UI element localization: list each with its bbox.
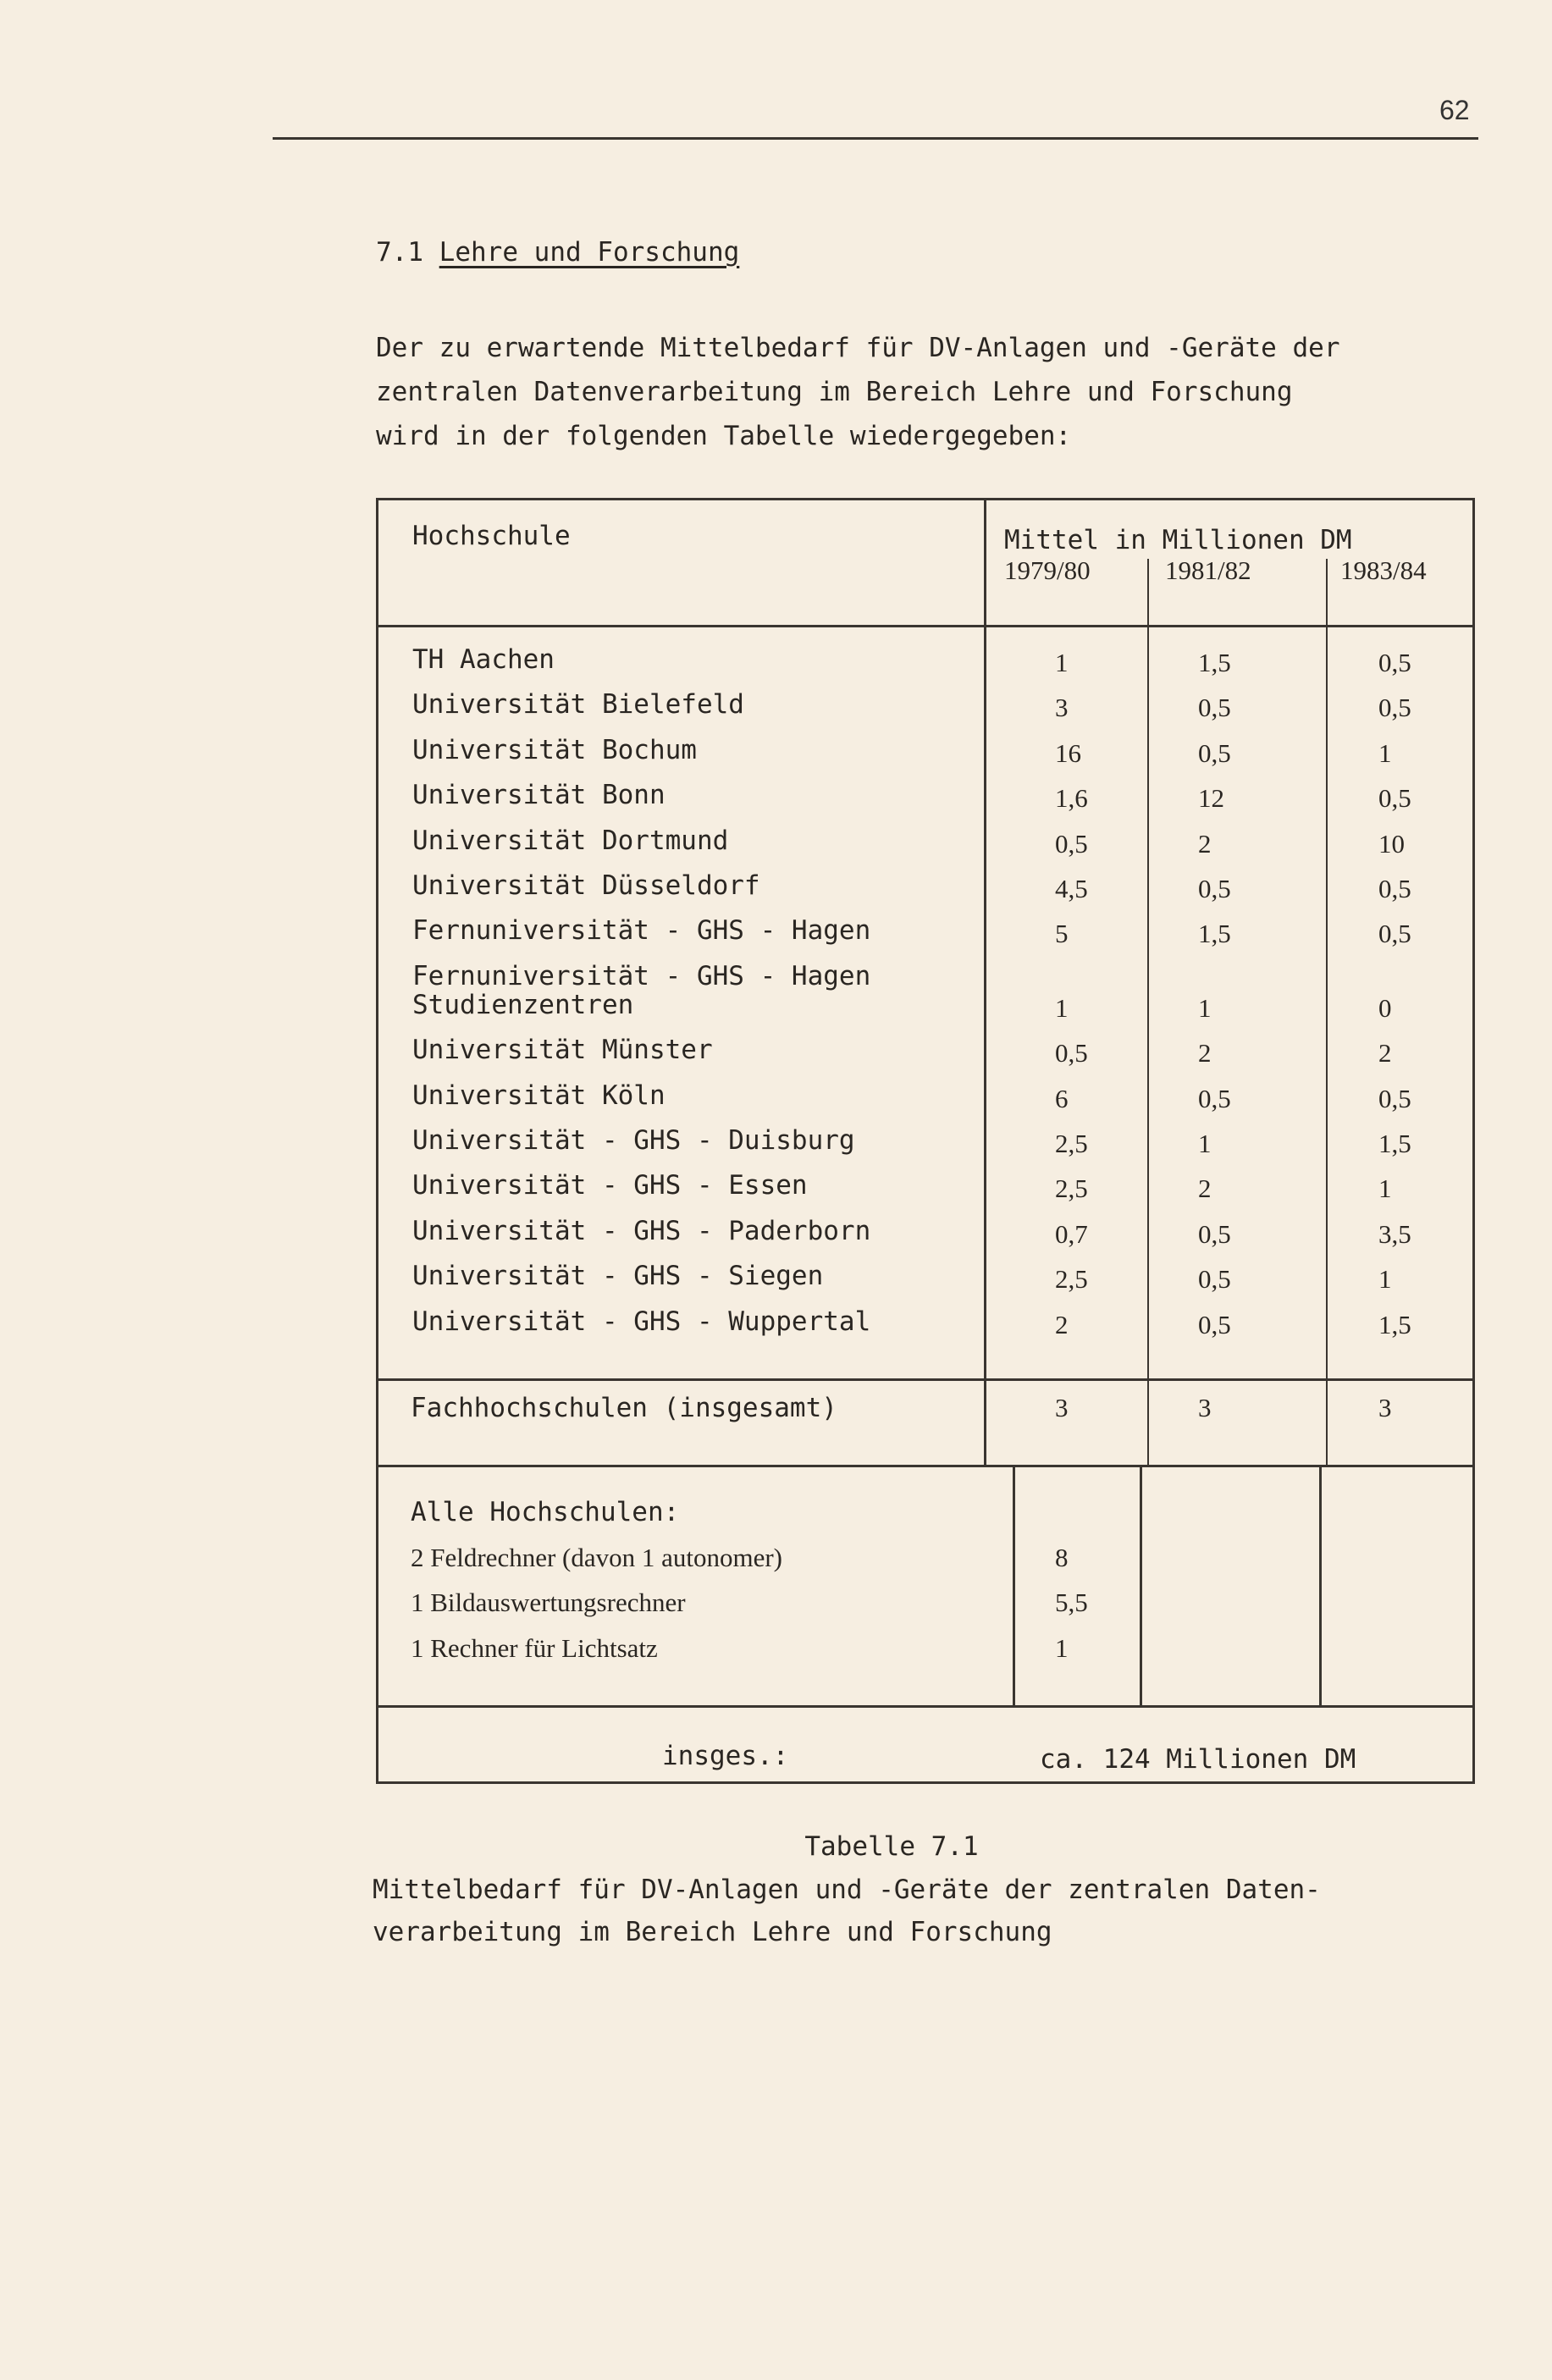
table-cell-value: 10 — [1378, 828, 1405, 859]
caption-line: verarbeitung im Bereich Lehre und Forschung — [373, 1917, 1052, 1947]
table-rule — [376, 498, 378, 1784]
header-hochschule: Hochschule — [412, 521, 571, 551]
header-rule — [273, 137, 1478, 140]
table-row-name: TH Aachen — [412, 644, 555, 675]
table-row-name: Universität Düsseldorf — [412, 870, 760, 901]
table-row-name: Universität Münster — [412, 1035, 713, 1066]
table-cell-value: 0,5 — [1378, 1083, 1411, 1113]
alle-item-1-label: 2 Feldrechner (davon 1 autonomer) — [411, 1543, 783, 1572]
table-rule — [376, 625, 1475, 627]
fachhochschulen-value-3: 3 — [1378, 1393, 1392, 1422]
table-cell-value: 2 — [1198, 1038, 1212, 1069]
table-cell-value: 3 — [1055, 693, 1069, 723]
caption-label: Tabelle 7.1 — [804, 1831, 979, 1862]
section-number: 7.1 — [376, 237, 423, 268]
table-cell-value: 1 — [1378, 1173, 1392, 1204]
table-rule — [376, 1705, 1475, 1708]
total-label: insges.: — [662, 1741, 789, 1771]
table-row-name: Universität Bielefeld — [412, 689, 744, 721]
intro-line: zentralen Datenverarbeitung im Bereich Lehre und Forschung — [376, 377, 1293, 407]
table-cell-value: 16 — [1055, 737, 1081, 768]
alle-heading: Alle Hochschulen: — [411, 1497, 680, 1527]
table-cell-value: 0 — [1378, 992, 1392, 1023]
table-cell-value: 0,5 — [1198, 1083, 1231, 1113]
header-year-1: 1979/80 — [1004, 555, 1091, 585]
table-rule — [376, 1378, 1475, 1381]
table-cell-value: 2 — [1378, 1038, 1392, 1069]
table-cell-value: 0,5 — [1378, 648, 1411, 677]
table-cell-value: 2 — [1198, 828, 1212, 859]
table-cell-value: 2 — [1055, 1309, 1069, 1339]
table-cell-value: 3,5 — [1378, 1218, 1411, 1249]
table-rule — [1319, 1465, 1322, 1707]
table-rule — [1326, 559, 1328, 1466]
table-row-name: Universität Bochum — [412, 734, 697, 765]
table-row-name: Fernuniversität - GHS - Hagen — [412, 960, 871, 991]
table-cell-value: 1 — [1378, 1264, 1392, 1295]
table-row-name: Universität - GHS - Duisburg — [412, 1125, 855, 1156]
table-cell-value: 1 — [1198, 1129, 1212, 1158]
table-rule — [984, 498, 986, 1466]
header-mittel: Mittel in Millionen DM — [1004, 525, 1352, 555]
table-rule — [1147, 559, 1149, 1466]
table-cell-value: 0,5 — [1378, 919, 1411, 949]
table-cell-value: 0,5 — [1198, 1264, 1231, 1295]
table-cell-value: 1 — [1055, 992, 1069, 1023]
table-cell-value: 6 — [1055, 1083, 1069, 1113]
table-cell-value: 2,5 — [1055, 1129, 1088, 1158]
table-cell-value: 0,5 — [1378, 693, 1411, 723]
table-rule — [1472, 498, 1475, 1784]
table-cell-value: 0,7 — [1055, 1218, 1088, 1249]
table-cell-value: 1 — [1378, 737, 1392, 768]
section-title — [376, 237, 739, 268]
table-cell-value: 12 — [1198, 783, 1224, 814]
table-cell-value: 1 — [1198, 992, 1212, 1023]
table-row-name-continued: Studienzentren — [412, 989, 634, 1020]
table-rule — [376, 1781, 1475, 1784]
table-rule — [376, 1465, 1475, 1467]
header-year-2: 1981/82 — [1165, 555, 1251, 585]
alle-item-1-value: 8 — [1055, 1543, 1069, 1572]
table-row-name: Universität - GHS - Essen — [412, 1170, 808, 1201]
table-cell-value: 2 — [1198, 1173, 1212, 1204]
header-year-3: 1983/84 — [1340, 555, 1427, 585]
intro-line: wird in der folgenden Tabelle wiedergegeben: — [376, 421, 1072, 451]
table-cell-value: 1,5 — [1378, 1129, 1411, 1158]
fachhochschulen-value-2: 3 — [1198, 1393, 1212, 1422]
fachhochschulen-value-1: 3 — [1055, 1393, 1069, 1422]
table-cell-value: 0,5 — [1378, 874, 1411, 903]
intro-paragraph — [376, 326, 1494, 458]
table-cell-value: 0,5 — [1378, 783, 1411, 814]
table-cell-value: 0,5 — [1055, 1038, 1088, 1069]
alle-item-3-value: 1 — [1055, 1633, 1069, 1663]
table-cell-value: 1 — [1055, 648, 1069, 677]
fachhochschulen-label: Fachhochschulen (insgesamt) — [411, 1393, 837, 1423]
table-rule — [376, 498, 1475, 500]
intro-line: Der zu erwartende Mittelbedarf für DV-Anlagen und -Geräte der — [376, 333, 1340, 363]
total-value: ca. 124 Millionen DM — [1040, 1744, 1356, 1775]
table-cell-value: 1,6 — [1055, 783, 1088, 814]
table-row-name: Universität - GHS - Wuppertal — [412, 1306, 871, 1337]
section-title-text: Lehre und Forschung — [439, 237, 740, 268]
table-row-name: Universität - GHS - Siegen — [412, 1261, 824, 1292]
table-cell-value: 4,5 — [1055, 874, 1088, 903]
table-cell-value: 1,5 — [1378, 1309, 1411, 1339]
alle-item-2-value: 5,5 — [1055, 1588, 1088, 1617]
table-row-name: Universität - GHS - Paderborn — [412, 1215, 871, 1246]
table-cell-value: 5 — [1055, 919, 1069, 949]
page-number: 62 — [1439, 95, 1470, 125]
table-cell-value: 1,5 — [1198, 648, 1231, 677]
table-cell-value: 0,5 — [1055, 828, 1088, 859]
caption-line: Mittelbedarf für DV-Anlagen und -Geräte der zentralen Daten- — [373, 1875, 1321, 1905]
table-row-name: Fernuniversität - GHS - Hagen — [412, 915, 871, 947]
table-row-name: Universität Bonn — [412, 780, 666, 811]
table-cell-value: 0,5 — [1198, 693, 1231, 723]
table-rule — [1013, 1465, 1015, 1707]
table-row-name: Universität Köln — [412, 1080, 666, 1111]
table-cell-value: 2,5 — [1055, 1264, 1088, 1295]
table-cell-value: 0,5 — [1198, 1309, 1231, 1339]
alle-item-3-label: 1 Rechner für Lichtsatz — [411, 1633, 658, 1663]
table-cell-value: 0,5 — [1198, 737, 1231, 768]
alle-item-2-label: 1 Bildauswertungsrechner — [411, 1588, 686, 1617]
table-cell-value: 0,5 — [1198, 874, 1231, 903]
table-cell-value: 2,5 — [1055, 1173, 1088, 1204]
table-cell-value: 1,5 — [1198, 919, 1231, 949]
table-rule — [1140, 1465, 1142, 1707]
table-row-name: Universität Dortmund — [412, 825, 729, 856]
table-cell-value: 0,5 — [1198, 1218, 1231, 1249]
